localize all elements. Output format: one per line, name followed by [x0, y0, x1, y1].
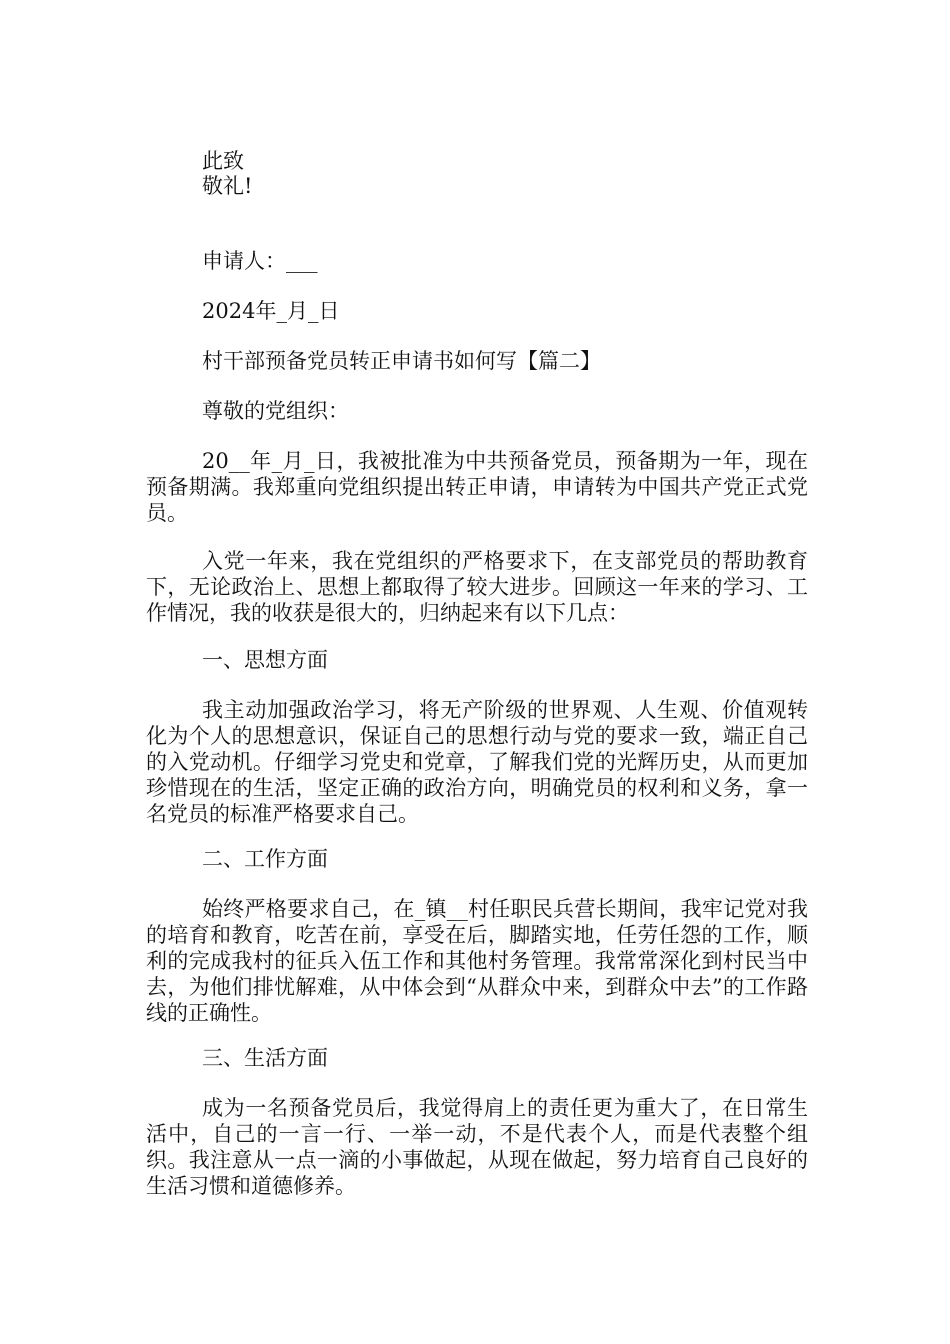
greeting: 尊敬的党组织：: [202, 399, 349, 423]
life-heading: 三、生活方面: [202, 1046, 328, 1070]
thought-heading: 一、思想方面: [202, 648, 328, 672]
work-heading: 二、工作方面: [202, 847, 328, 871]
intro-paragraph: 20__年_月_日，我被批准为中共预备党员，预备期为一年，现在预备期满。我郑重向党组织提出转正申请，申请转为中国共产党正式党员。: [146, 449, 808, 525]
review-paragraph: 入党一年来，我在党组织的严格要求下，在支部党员的帮助教育下，无论政治上、思想上都取得了较大进步。回顾这一年来的学习、工作情况，我的收获是很大的，归纳起来有以下几点：: [146, 549, 808, 625]
work-paragraph: 始终严格要求自己，在_镇__村任职民兵营长期间，我牢记党对我的培育和教育，吃苦在前，享受在后，脚踏实地，任劳任怨的工作，顺利的完成我村的征兵入伍工作和其他村务管理。我常常深化到村民当中去，为他们排忧解难，从中体会到“从群众中来，到群众中去”的工作路线的正确性。: [146, 897, 808, 1025]
date-line: 2024年_月_日: [202, 299, 340, 323]
closing-respect: 此致: [202, 149, 244, 173]
life-paragraph: 成为一名预备党员后，我觉得肩上的责任更为重大了，在日常生活中，自己的一言一行、一举一动，不是代表个人，而是代表整个组织。我注意从一点一滴的小事做起，从现在做起，努力培育自己良好的生活习惯和道德修养。: [146, 1096, 808, 1198]
closing-salute: 敬礼!: [202, 174, 253, 198]
applicant-line: 申请人：___: [202, 249, 318, 273]
thought-paragraph: 我主动加强政治学习，将无产阶级的世界观、人生观、价值观转化为个人的思想意识，保证自己的思想行动与党的要求一致，端正自己的入党动机。仔细学习党史和党章，了解我们党的光辉历史，从而更加珍惜现在的生活，坚定正确的政治方向，明确党员的权利和义务，拿一名党员的标准严格要求自己。: [146, 698, 808, 826]
section-title: 村干部预备党员转正申请书如何写【篇二】: [202, 349, 601, 373]
